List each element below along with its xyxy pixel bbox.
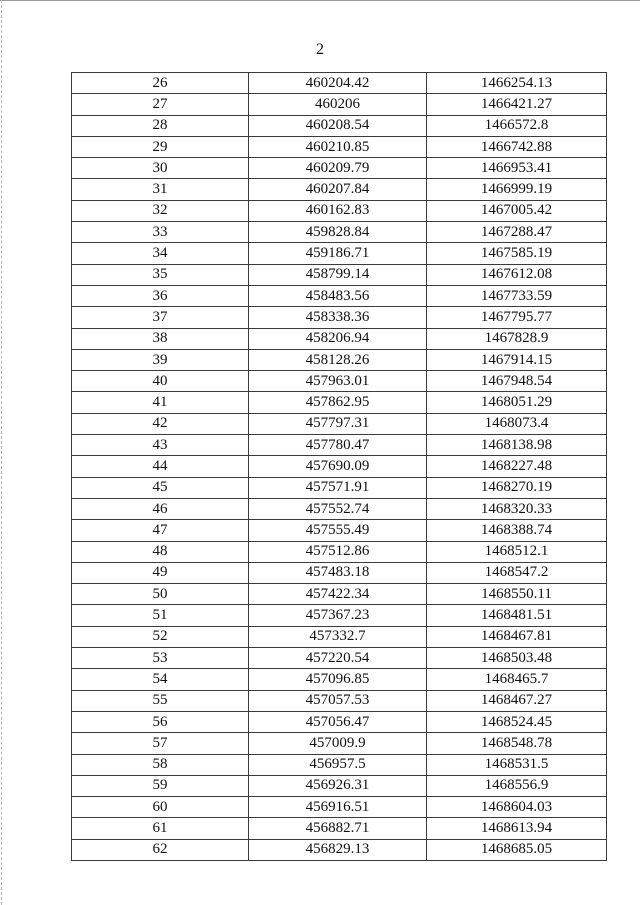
point-number-cell: 44 xyxy=(72,456,249,477)
x-coordinate-cell: 457552.74 xyxy=(249,498,427,519)
table-row xyxy=(72,733,607,754)
point-number-cell: 58 xyxy=(72,754,249,775)
page-left-edge xyxy=(1,0,2,905)
point-number-cell: 38 xyxy=(72,328,249,349)
point-number-cell: 46 xyxy=(72,498,249,519)
y-coordinate-cell: 1468227.48 xyxy=(427,456,607,477)
point-number-cell: 51 xyxy=(72,605,249,626)
y-coordinate-cell: 1468051.29 xyxy=(427,392,607,413)
x-coordinate-cell: 460162.83 xyxy=(249,200,427,221)
x-coordinate-cell: 460210.85 xyxy=(249,136,427,157)
x-coordinate-cell: 457690.09 xyxy=(249,456,427,477)
table-row xyxy=(72,456,607,477)
table-row xyxy=(72,775,607,796)
table-row xyxy=(72,754,607,775)
x-coordinate-cell: 458799.14 xyxy=(249,264,427,285)
table-row xyxy=(72,498,607,519)
table-row xyxy=(72,413,607,434)
table-row xyxy=(72,328,607,349)
point-number-cell: 49 xyxy=(72,562,249,583)
point-number-cell: 28 xyxy=(72,115,249,136)
point-number-cell: 50 xyxy=(72,584,249,605)
x-coordinate-cell: 457571.91 xyxy=(249,477,427,498)
point-number-cell: 31 xyxy=(72,179,249,200)
point-number-cell: 39 xyxy=(72,349,249,370)
y-coordinate-cell: 1468467.27 xyxy=(427,690,607,711)
point-number-cell: 32 xyxy=(72,200,249,221)
point-number-cell: 30 xyxy=(72,158,249,179)
x-coordinate-cell: 457512.86 xyxy=(249,541,427,562)
x-coordinate-cell: 457963.01 xyxy=(249,371,427,392)
table-row xyxy=(72,626,607,647)
table-row xyxy=(72,158,607,179)
table-row xyxy=(72,711,607,732)
point-number-cell: 42 xyxy=(72,413,249,434)
x-coordinate-cell: 458128.26 xyxy=(249,349,427,370)
table-row xyxy=(72,562,607,583)
table-row xyxy=(72,200,607,221)
y-coordinate-cell: 1468503.48 xyxy=(427,648,607,669)
point-number-cell: 37 xyxy=(72,307,249,328)
y-coordinate-cell: 1466254.13 xyxy=(427,73,607,94)
table-row xyxy=(72,648,607,669)
x-coordinate-cell: 456829.13 xyxy=(249,839,427,860)
y-coordinate-cell: 1467733.59 xyxy=(427,285,607,306)
table-row xyxy=(72,264,607,285)
point-number-cell: 45 xyxy=(72,477,249,498)
table-row xyxy=(72,285,607,306)
coordinates-table xyxy=(71,72,607,861)
y-coordinate-cell: 1467005.42 xyxy=(427,200,607,221)
y-coordinate-cell: 1466742.88 xyxy=(427,136,607,157)
point-number-cell: 61 xyxy=(72,818,249,839)
y-coordinate-cell: 1468073.4 xyxy=(427,413,607,434)
x-coordinate-cell: 460208.54 xyxy=(249,115,427,136)
point-number-cell: 53 xyxy=(72,648,249,669)
y-coordinate-cell: 1468467.81 xyxy=(427,626,607,647)
x-coordinate-cell: 457780.47 xyxy=(249,435,427,456)
point-number-cell: 52 xyxy=(72,626,249,647)
table-row xyxy=(72,818,607,839)
table-row xyxy=(72,839,607,860)
page-number: 2 xyxy=(316,41,324,58)
y-coordinate-cell: 1467795.77 xyxy=(427,307,607,328)
x-coordinate-cell: 457555.49 xyxy=(249,520,427,541)
x-coordinate-cell: 457483.18 xyxy=(249,562,427,583)
x-coordinate-cell: 457367.23 xyxy=(249,605,427,626)
y-coordinate-cell: 1467612.08 xyxy=(427,264,607,285)
x-coordinate-cell: 457862.95 xyxy=(249,392,427,413)
x-coordinate-cell: 458338.36 xyxy=(249,307,427,328)
table-row xyxy=(72,349,607,370)
point-number-cell: 27 xyxy=(72,94,249,115)
point-number-cell: 60 xyxy=(72,797,249,818)
x-coordinate-cell: 456882.71 xyxy=(249,818,427,839)
y-coordinate-cell: 1468685.05 xyxy=(427,839,607,860)
point-number-cell: 33 xyxy=(72,222,249,243)
point-number-cell: 48 xyxy=(72,541,249,562)
x-coordinate-cell: 456957.5 xyxy=(249,754,427,775)
x-coordinate-cell: 456916.51 xyxy=(249,797,427,818)
table-row xyxy=(72,797,607,818)
table-row xyxy=(72,94,607,115)
y-coordinate-cell: 1468388.74 xyxy=(427,520,607,541)
point-number-cell: 43 xyxy=(72,435,249,456)
table-row xyxy=(72,307,607,328)
point-number-cell: 55 xyxy=(72,690,249,711)
x-coordinate-cell: 458483.56 xyxy=(249,285,427,306)
table-row xyxy=(72,222,607,243)
x-coordinate-cell: 457057.53 xyxy=(249,690,427,711)
y-coordinate-cell: 1468613.94 xyxy=(427,818,607,839)
table-row xyxy=(72,115,607,136)
table-row xyxy=(72,584,607,605)
x-coordinate-cell: 460209.79 xyxy=(249,158,427,179)
point-number-cell: 35 xyxy=(72,264,249,285)
table-row xyxy=(72,371,607,392)
x-coordinate-cell: 459186.71 xyxy=(249,243,427,264)
table-row xyxy=(72,73,607,94)
y-coordinate-cell: 1468512.1 xyxy=(427,541,607,562)
x-coordinate-cell: 456926.31 xyxy=(249,775,427,796)
x-coordinate-cell: 457332.7 xyxy=(249,626,427,647)
point-number-cell: 29 xyxy=(72,136,249,157)
y-coordinate-cell: 1466421.27 xyxy=(427,94,607,115)
point-number-cell: 54 xyxy=(72,669,249,690)
point-number-cell: 62 xyxy=(72,839,249,860)
y-coordinate-cell: 1467585.19 xyxy=(427,243,607,264)
y-coordinate-cell: 1468547.2 xyxy=(427,562,607,583)
table-row xyxy=(72,435,607,456)
y-coordinate-cell: 1468531.5 xyxy=(427,754,607,775)
x-coordinate-cell: 457009.9 xyxy=(249,733,427,754)
point-number-cell: 34 xyxy=(72,243,249,264)
coordinates-table-body xyxy=(72,73,607,861)
y-coordinate-cell: 1468524.45 xyxy=(427,711,607,732)
point-number-cell: 57 xyxy=(72,733,249,754)
point-number-cell: 47 xyxy=(72,520,249,541)
y-coordinate-cell: 1466572.8 xyxy=(427,115,607,136)
x-coordinate-cell: 457422.34 xyxy=(249,584,427,605)
y-coordinate-cell: 1466999.19 xyxy=(427,179,607,200)
point-number-cell: 41 xyxy=(72,392,249,413)
y-coordinate-cell: 1468548.78 xyxy=(427,733,607,754)
y-coordinate-cell: 1466953.41 xyxy=(427,158,607,179)
x-coordinate-cell: 457220.54 xyxy=(249,648,427,669)
y-coordinate-cell: 1468556.9 xyxy=(427,775,607,796)
table-row xyxy=(72,605,607,626)
point-number-cell: 40 xyxy=(72,371,249,392)
y-coordinate-cell: 1468320.33 xyxy=(427,498,607,519)
x-coordinate-cell: 460206 xyxy=(249,94,427,115)
point-number-cell: 59 xyxy=(72,775,249,796)
x-coordinate-cell: 460204.42 xyxy=(249,73,427,94)
x-coordinate-cell: 457056.47 xyxy=(249,711,427,732)
y-coordinate-cell: 1468465.7 xyxy=(427,669,607,690)
y-coordinate-cell: 1467914.15 xyxy=(427,349,607,370)
y-coordinate-cell: 1468604.03 xyxy=(427,797,607,818)
y-coordinate-cell: 1467828.9 xyxy=(427,328,607,349)
y-coordinate-cell: 1467288.47 xyxy=(427,222,607,243)
page-top-edge xyxy=(0,0,640,1)
table-row xyxy=(72,541,607,562)
x-coordinate-cell: 457096.85 xyxy=(249,669,427,690)
table-row xyxy=(72,669,607,690)
table-row xyxy=(72,690,607,711)
point-number-cell: 36 xyxy=(72,285,249,306)
x-coordinate-cell: 459828.84 xyxy=(249,222,427,243)
y-coordinate-cell: 1468138.98 xyxy=(427,435,607,456)
point-number-cell: 56 xyxy=(72,711,249,732)
table-row xyxy=(72,520,607,541)
point-number-cell: 26 xyxy=(72,73,249,94)
table-row xyxy=(72,179,607,200)
table-row xyxy=(72,243,607,264)
x-coordinate-cell: 460207.84 xyxy=(249,179,427,200)
y-coordinate-cell: 1468481.51 xyxy=(427,605,607,626)
y-coordinate-cell: 1468270.19 xyxy=(427,477,607,498)
y-coordinate-cell: 1467948.54 xyxy=(427,371,607,392)
y-coordinate-cell: 1468550.11 xyxy=(427,584,607,605)
table-row xyxy=(72,392,607,413)
x-coordinate-cell: 458206.94 xyxy=(249,328,427,349)
table-row xyxy=(72,477,607,498)
table-row xyxy=(72,136,607,157)
x-coordinate-cell: 457797.31 xyxy=(249,413,427,434)
